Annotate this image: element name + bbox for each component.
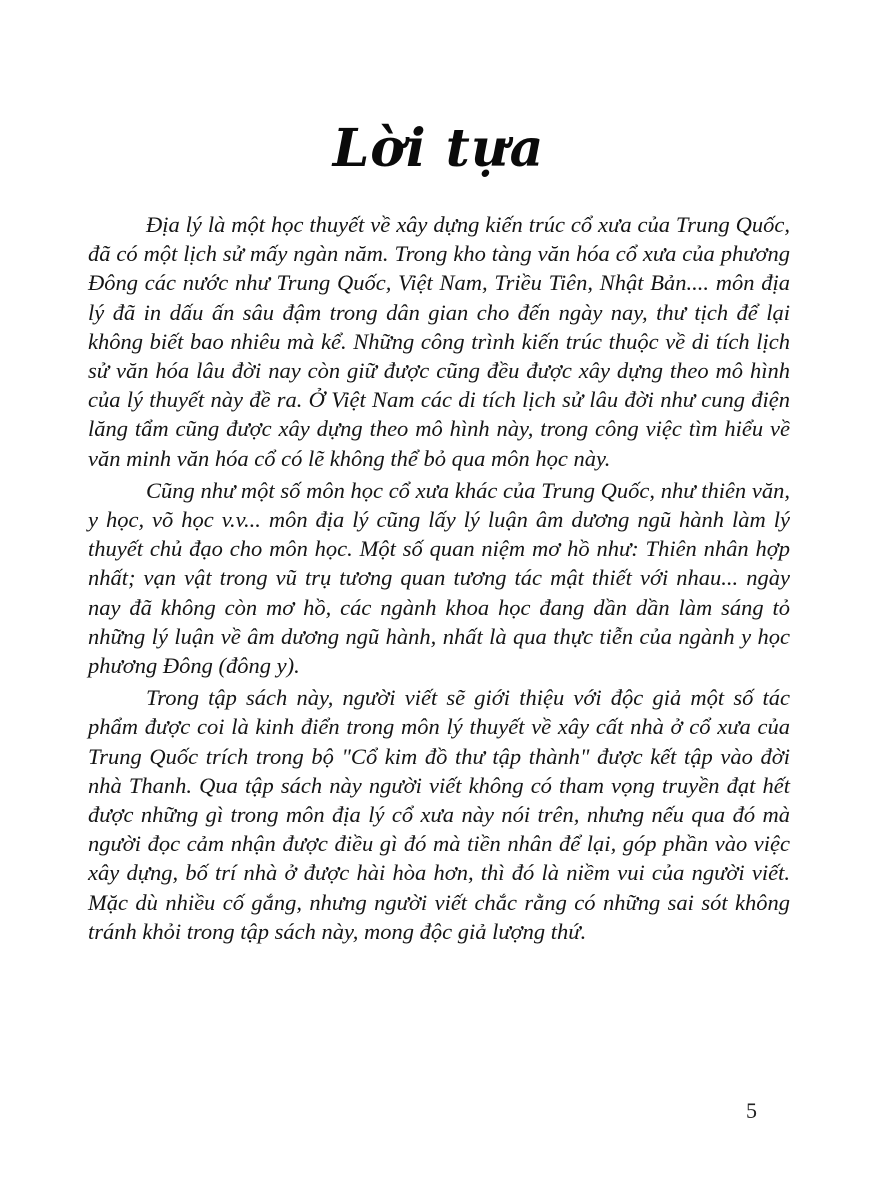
paragraph: Cũng như một số môn học cổ xưa khác của Trung Quốc, như thiên văn, y học, võ học v.v... môn địa lý cũng lấy lý luận âm dương ngũ hành làm lý thuyết chủ đạo cho môn học. Một số quan niệm mơ hồ như: Thiên nhân hợp nhất; vạn vật trong vũ trụ tương quan tương tác mật thiết với nhau... ngày nay đã không còn mơ hồ, các ngành khoa học đang dần dần làm sáng tỏ những lý luận về âm dương ngũ hành, nhất là qua thực tiễn của ngành y học phương Đông (đông y).: [88, 477, 790, 679]
preface-body: [88, 210, 790, 949]
paragraph: Trong tập sách này, người viết sẽ giới thiệu với độc giả một số tác phẩm được coi là kinh điển trong môn lý thuyết về xây cất nhà ở cổ xưa của Trung Quốc trích trong bộ "Cổ kim đồ thư tập thành" được kết tập vào đời nhà Thanh. Qua tập sách này người viết không có tham vọng truyền đạt hết được những gì trong môn địa lý cổ xưa này nói trên, nhưng nếu qua đó mà người đọc cảm nhận được điều gì đó mà tiền nhân để lại, góp phần vào việc xây dựng, bố trí nhà ở được hài hòa hơn, thì đó là niềm vui của người viết. Mặc dù nhiều cố gắng, nhưng người viết chắc rằng có những sai sót không tránh khỏi trong tập sách này, mong độc giả lượng thứ.: [88, 685, 790, 944]
page-number: 5: [746, 1098, 757, 1123]
page-title: Lời tựa: [332, 118, 545, 179]
paragraph: Địa lý là một học thuyết về xây dựng kiến trúc cổ xưa của Trung Quốc, đã có một lịch sử mấy ngàn năm. Trong kho tàng văn hóa cổ xưa của phương Đông các nước như Trung Quốc, Việt Nam, Triều Tiên, Nhật Bản.... môn địa lý đã in dấu ấn sâu đậm trong dân gian cho đến ngày nay, thư tịch để lại không biết bao nhiêu mà kể. Những công trình kiến trúc thuộc về di tích lịch sử văn hóa lâu đời nay còn giữ được cũng đều được xây dựng theo mô hình của lý thuyết này đề ra. Ở Việt Nam các di tích lịch sử lâu đời như cung điện lăng tẩm cũng được xây dựng theo mô hình này, trong công việc tìm hiểu về văn minh văn hóa cổ có lẽ không thể bỏ qua môn học này.: [88, 212, 790, 471]
